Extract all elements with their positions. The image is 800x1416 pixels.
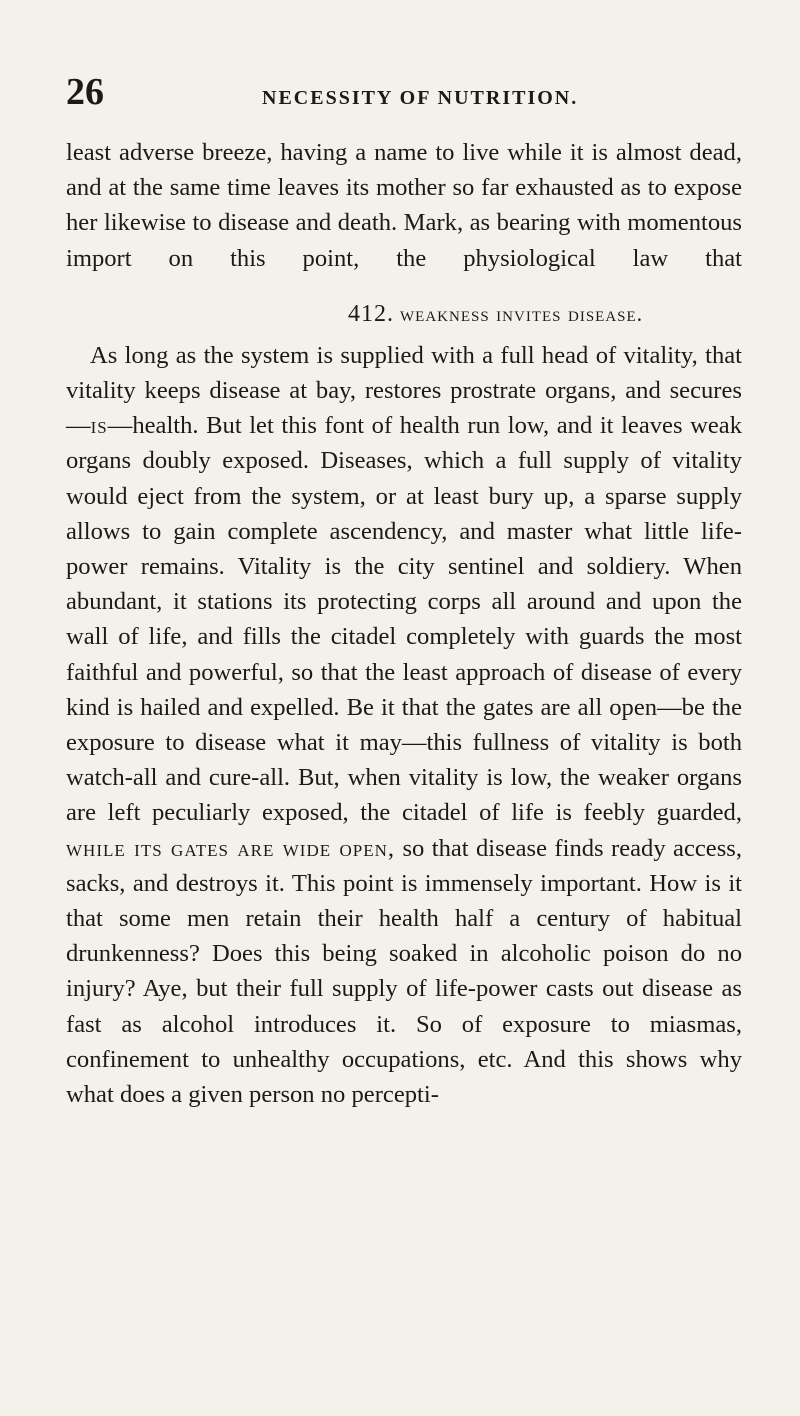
- page-number: 26: [66, 71, 104, 113]
- paragraph-2-part-1: As long as the system is supplied with a full head of vitality, that vitality keeps disease at bay, restores prostrate organs, and secures—: [66, 341, 742, 440]
- paragraph-2-small-caps-2: while its gates are wide open,: [66, 834, 396, 862]
- section-heading: [66, 299, 742, 330]
- paragraph-1-text: least adverse breeze, having a name to live while it is almost dead, and at the same time leaves its mother so far exhausted as to expose her likewise to disease and death. Mark, as bearing with momentous import on this point, the physiological law that: [66, 139, 742, 272]
- running-head: [0, 72, 800, 112]
- running-title: NECESSITY OF NUTRITION.: [262, 87, 579, 109]
- paragraph-main: [66, 338, 742, 1112]
- paragraph-2-small-caps-1: is: [90, 412, 108, 440]
- paragraph-2-part-3: so that disease finds ready access, sacks, and destroys it. This point is immensely important. How is it that some men retain their health half a century of habitual drunkenness? Does this being soaked in alcoholic poison do no injury? Aye, but their full supply of life-power casts out disease as fast as alcohol introduces it. So of exposure to miasmas, confinement to unhealthy occupations, etc. And this shows why what does a given person no percepti-: [66, 834, 742, 1109]
- body-text: [66, 135, 742, 1112]
- paragraph-2-part-2: —health. But let this font of health run low, and it leaves weak organs doubly exposed. Diseases, which a full supply of vitality would eject from the system, or at least bury up, a sparse supply allows to gain complete ascendency, and master what little life-power remains. Vitality is the city sentinel and soldiery. When abundant, it stations its protecting corps all around and upon the wall of life, and fills the citadel completely with guards the most faithful and powerful, so that the least approach of disease of every kind is hailed and expelled. Be it that the gates are all open—be the exposure to disease what it may—this fullness of vitality is both watch-all and cure-all. But, when vitality is low, the weaker organs are left peculiarly exposed, the citadel of life is feebly guarded,: [66, 412, 742, 827]
- section-number: 412.: [348, 300, 394, 327]
- paragraph-continued: [66, 135, 742, 276]
- section-title: weakness invites disease.: [400, 300, 644, 326]
